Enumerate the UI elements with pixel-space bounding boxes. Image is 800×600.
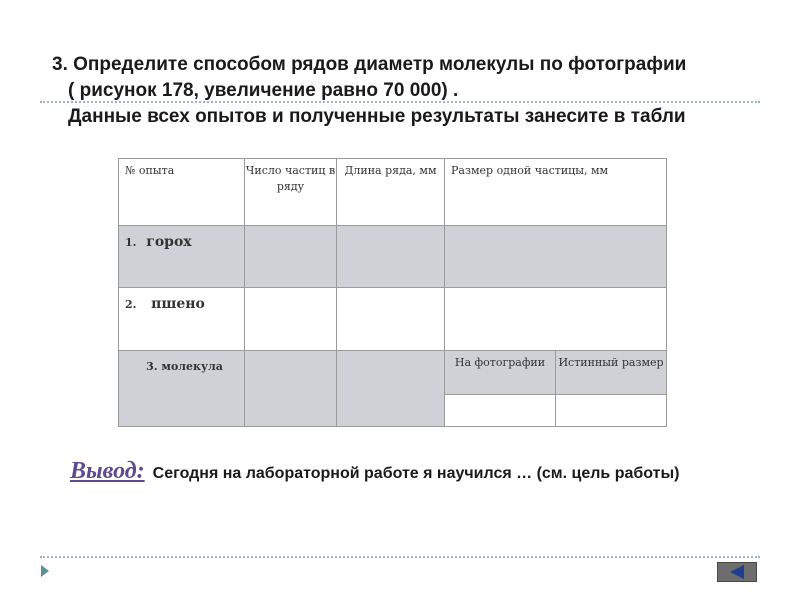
conclusion <box>70 458 760 487</box>
cell-molecule-photo-size[interactable] <box>445 395 556 427</box>
cell-molecule-true-size[interactable] <box>556 395 667 427</box>
cell-peas-size[interactable] <box>445 226 667 288</box>
back-button[interactable] <box>717 562 757 582</box>
cell-molecule-length[interactable] <box>337 351 445 427</box>
cell-peas-count[interactable] <box>245 226 337 288</box>
bottom-divider <box>40 556 760 558</box>
subheader-true-size: Истинный размер <box>556 351 667 395</box>
cell-peas-length[interactable] <box>337 226 445 288</box>
row-label-millet: 2. пшено <box>119 288 245 351</box>
header-particle-count: Число частиц в ряду <box>245 159 337 226</box>
table-row <box>119 351 667 395</box>
back-arrow-icon <box>730 565 744 579</box>
conclusion-text: Сегодня на лабораторной работе я научился … (см. цель работы) <box>152 465 680 482</box>
table-header-row <box>119 159 667 226</box>
row-label-molecule: 3. молекула <box>119 351 245 427</box>
experiment-table <box>118 158 667 427</box>
header-experiment-number: № опыта <box>119 159 245 226</box>
cell-millet-size[interactable] <box>445 288 667 351</box>
cell-millet-count[interactable] <box>245 288 337 351</box>
row-label-peas: 1. горох <box>119 226 245 288</box>
header-row-length: Длина ряда, мм <box>337 159 445 226</box>
table-row <box>119 226 667 288</box>
task-line-2: ( рисунок 178, увеличение равно 70 000) . <box>68 80 459 101</box>
task-text <box>52 52 752 130</box>
bullet-arrow-icon <box>41 565 49 577</box>
table-row <box>119 288 667 351</box>
header-particle-size: Размер одной частицы, мм <box>445 159 667 226</box>
cell-millet-length[interactable] <box>337 288 445 351</box>
subheader-photo: На фотографии <box>445 351 556 395</box>
conclusion-label: Вывод: <box>70 458 145 484</box>
cell-molecule-count[interactable] <box>245 351 337 427</box>
task-line-1: 3. Определите способом рядов диаметр молекулы по фотографии <box>52 54 687 75</box>
task-line-3: Данные всех опытов и полученные результаты занесите в табли <box>68 106 686 127</box>
